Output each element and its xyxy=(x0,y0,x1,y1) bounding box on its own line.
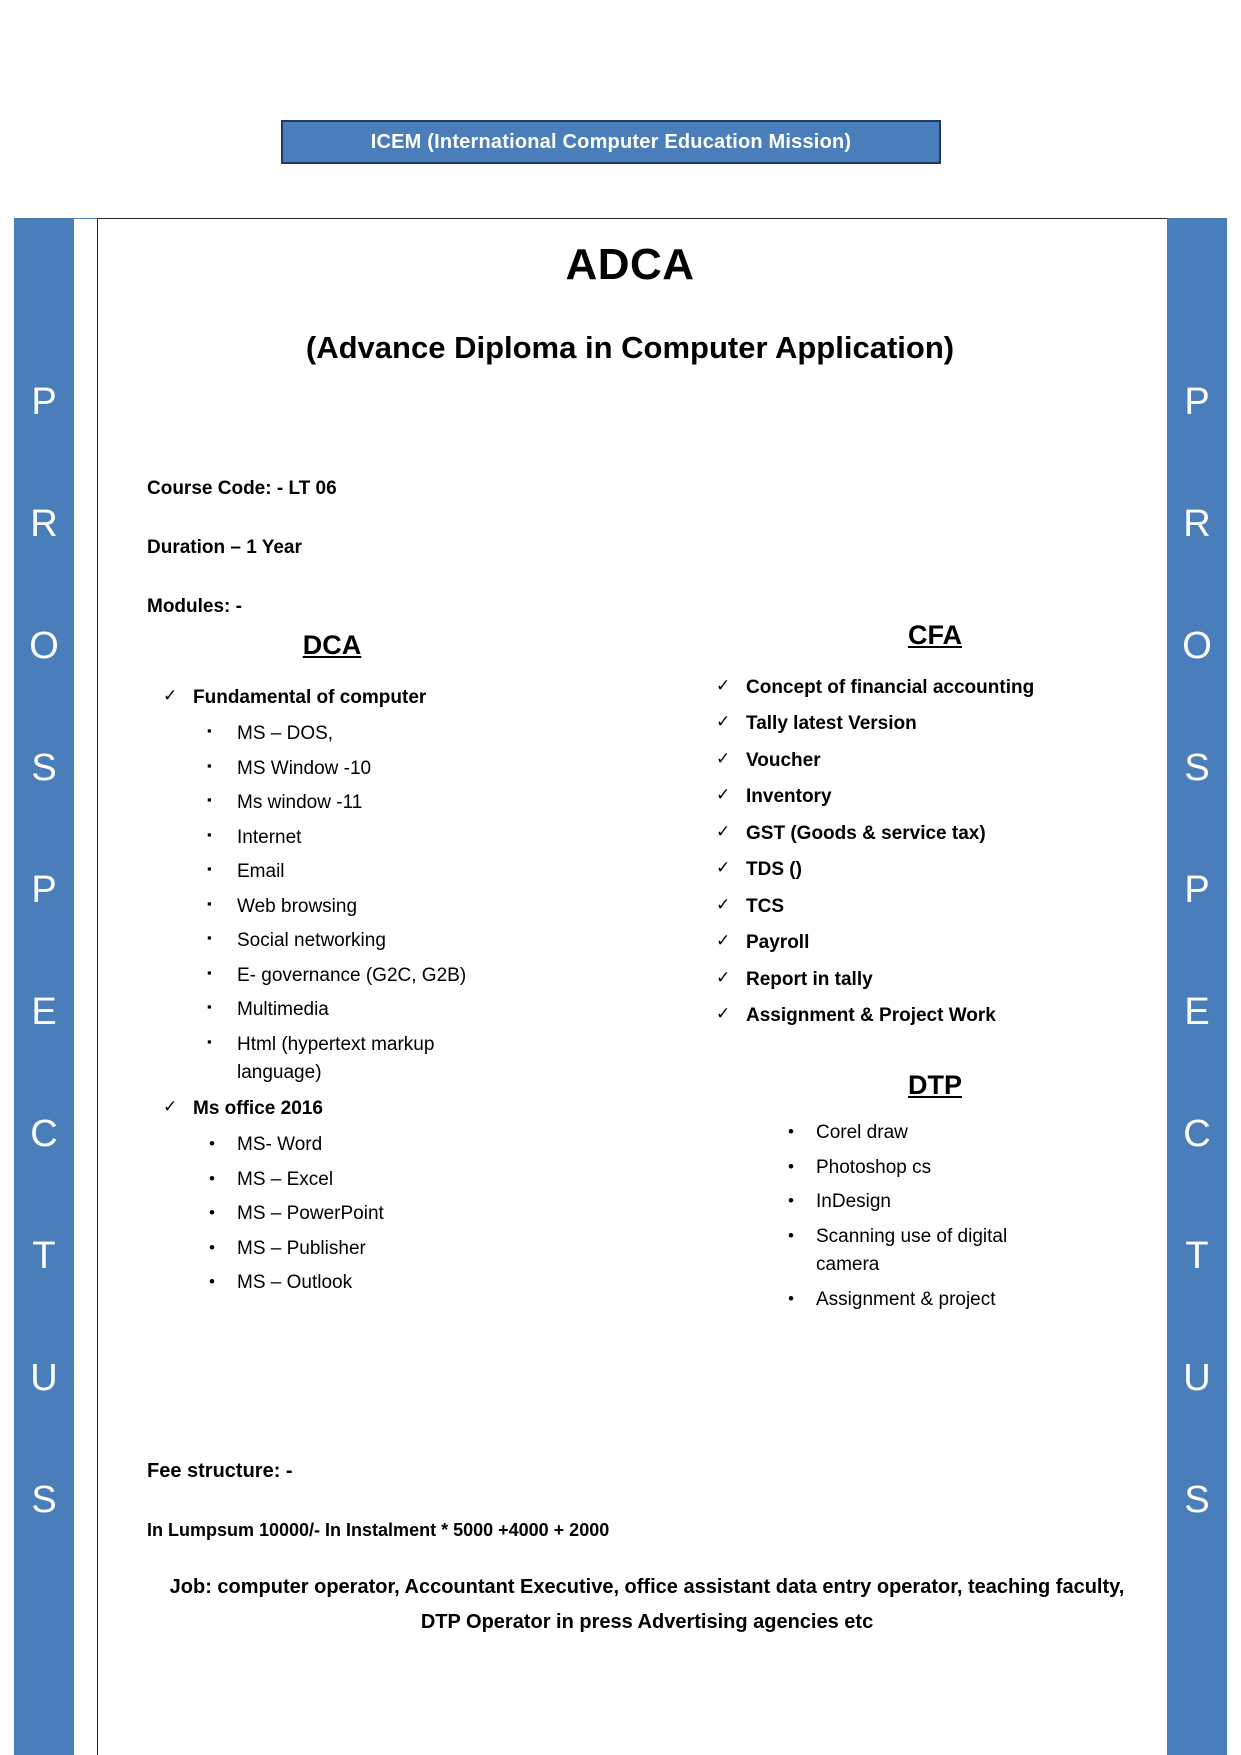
sidebar-left-letter: T xyxy=(32,1235,56,1277)
duration-line: Duration – 1 Year xyxy=(147,537,302,558)
list-item xyxy=(700,965,1160,994)
check-icon: ✓ xyxy=(716,821,731,841)
square-bullet-icon: ▪ xyxy=(207,757,212,773)
sidebar-right-letter: O xyxy=(1182,625,1212,667)
list-item-label: Scanning use of digital camera xyxy=(816,1225,1008,1276)
list-item-label: Assignment & project xyxy=(816,1288,996,1310)
modules-label: Modules: - xyxy=(147,596,242,617)
list-item-label: Concept of financial accounting xyxy=(746,677,1035,698)
list-item xyxy=(191,789,647,818)
list-item xyxy=(147,1094,647,1123)
list-item xyxy=(191,893,647,922)
list-item-label: Web browsing xyxy=(237,895,358,917)
list-item xyxy=(700,892,1160,921)
cfa-dtp-column xyxy=(700,620,1160,1320)
list-item-label: Inventory xyxy=(746,786,832,808)
sidebar-right-letter: P xyxy=(1184,869,1210,911)
check-icon: ✓ xyxy=(716,748,731,768)
list-item-label: Report in tally xyxy=(746,968,873,990)
list-item-label: Assignment & Project Work xyxy=(746,1004,996,1026)
list-item-label: GST (Goods & service tax) xyxy=(746,822,986,844)
list-item-label: MS Window -10 xyxy=(237,757,372,779)
list-item-label: MS – Outlook xyxy=(237,1272,353,1294)
sidebar-left-letter: S xyxy=(31,747,57,789)
list-item xyxy=(700,1001,1160,1030)
list-item xyxy=(191,858,647,887)
dot-bullet-icon: • xyxy=(209,1134,215,1154)
list-item xyxy=(770,1286,1160,1315)
list-item-label: Html (hypertext markup language) xyxy=(237,1033,435,1084)
list-item xyxy=(191,962,647,991)
dot-bullet-icon: • xyxy=(788,1191,794,1211)
list-item-label: Multimedia xyxy=(237,999,329,1021)
dot-bullet-icon: • xyxy=(788,1225,794,1245)
dca-sublist-fundamentals xyxy=(191,720,647,1088)
dot-bullet-icon: • xyxy=(788,1288,794,1308)
list-item xyxy=(700,928,1160,957)
list-item-label: Email xyxy=(237,861,285,883)
page-subtitle: (Advance Diploma in Computer Application) xyxy=(305,330,955,365)
list-item-label: Internet xyxy=(237,826,302,848)
sidebar-left-letter: O xyxy=(29,625,59,667)
square-bullet-icon: ▪ xyxy=(207,895,212,911)
list-item-label: Social networking xyxy=(237,930,386,952)
list-item xyxy=(700,782,1160,811)
dca-sublist-msoffice xyxy=(191,1131,647,1298)
sidebar-right-letter: S xyxy=(1184,747,1210,789)
list-item xyxy=(700,746,1160,775)
list-item xyxy=(700,673,1160,702)
cfa-heading: CFA xyxy=(908,620,962,650)
dot-bullet-icon: • xyxy=(788,1122,794,1142)
fee-structure-line: In Lumpsum 10000/- In Instalment * 5000 +4000 + 2000 xyxy=(147,1520,610,1540)
dtp-heading: DTP xyxy=(908,1070,962,1101)
sidebar-right-letter: C xyxy=(1183,1113,1211,1155)
sidebar-left-letter: P xyxy=(31,381,57,423)
sidebar-right-letter: S xyxy=(1184,1479,1210,1521)
list-item xyxy=(191,1200,647,1229)
dca-heading: DCA xyxy=(302,630,362,660)
dtp-list xyxy=(770,1119,1160,1314)
sidebar-right-letter: P xyxy=(1184,381,1210,423)
check-icon: ✓ xyxy=(716,894,731,914)
check-icon: ✓ xyxy=(716,858,731,878)
sidebar-left-letter: U xyxy=(30,1357,58,1399)
list-item-label: Fundamental of computer xyxy=(193,687,427,708)
list-item-label: MS – Publisher xyxy=(237,1237,366,1259)
list-item xyxy=(191,1166,647,1195)
sidebar-left-letter: S xyxy=(31,1479,57,1521)
dot-bullet-icon: • xyxy=(209,1272,215,1292)
square-bullet-icon: ▪ xyxy=(207,826,212,842)
dot-bullet-icon: • xyxy=(209,1168,215,1188)
list-item xyxy=(191,1031,497,1088)
square-bullet-icon: ▪ xyxy=(207,930,212,946)
sidebar-right-letter: E xyxy=(1184,991,1210,1033)
list-item xyxy=(147,683,647,712)
sidebar-right-prospectus xyxy=(1167,218,1227,1755)
list-item-label: Ms window -11 xyxy=(237,792,363,814)
list-item-label: TCS xyxy=(746,895,784,917)
job-opportunities-line: Job: computer operator, Accountant Executive, office assistant data entry operator, teaching faculty, DTP Operator in press Advertising agencies etc xyxy=(169,1576,1125,1633)
list-item-label: MS – PowerPoint xyxy=(237,1203,384,1225)
square-bullet-icon: ▪ xyxy=(207,999,212,1015)
list-item-label: MS – Excel xyxy=(237,1168,334,1190)
list-item xyxy=(770,1223,1066,1280)
dca-section xyxy=(147,630,647,1304)
list-item-label: Payroll xyxy=(746,932,810,954)
list-item xyxy=(191,1131,647,1160)
header-banner-title: ICEM (International Computer Education Mission) xyxy=(370,130,852,153)
list-item xyxy=(191,927,647,956)
list-item-label: Tally latest Version xyxy=(746,713,917,735)
sidebar-right-letter: U xyxy=(1183,1357,1211,1399)
dot-bullet-icon: • xyxy=(209,1203,215,1223)
dot-bullet-icon: • xyxy=(788,1156,794,1176)
cfa-list xyxy=(700,673,1160,1030)
check-icon: ✓ xyxy=(716,1003,731,1023)
fee-structure-title: Fee structure: - xyxy=(147,1460,293,1482)
sidebar-left-letter: C xyxy=(30,1113,58,1155)
list-item xyxy=(770,1188,1160,1217)
check-icon: ✓ xyxy=(716,676,731,695)
list-item-label: Photoshop cs xyxy=(816,1156,932,1178)
list-item-label: Voucher xyxy=(746,749,821,771)
list-item xyxy=(191,755,647,784)
sidebar-left-letter: P xyxy=(31,869,57,911)
list-item-label: E- governance (G2C, G2B) xyxy=(237,964,467,986)
list-item xyxy=(770,1154,1160,1183)
check-icon: ✓ xyxy=(716,785,731,805)
square-bullet-icon: ▪ xyxy=(207,964,212,980)
sidebar-left-prospectus xyxy=(14,218,74,1755)
check-icon: ✓ xyxy=(716,967,731,987)
list-item xyxy=(700,709,1160,738)
dot-bullet-icon: • xyxy=(209,1237,215,1257)
list-item-label: MS – DOS, xyxy=(237,723,334,745)
check-icon: ✓ xyxy=(716,712,731,732)
list-item xyxy=(700,855,1160,884)
sidebar-left-letter: R xyxy=(30,503,58,545)
list-item xyxy=(191,720,647,749)
square-bullet-icon: ▪ xyxy=(207,792,212,808)
list-item xyxy=(191,1235,647,1264)
page-title: ADCA xyxy=(565,240,695,289)
list-item xyxy=(700,819,1160,848)
list-item xyxy=(191,1269,647,1298)
list-item xyxy=(770,1119,1160,1148)
check-icon: ✓ xyxy=(716,931,731,951)
dca-list xyxy=(147,683,647,1298)
list-item xyxy=(191,824,647,853)
list-item-label: MS- Word xyxy=(237,1134,323,1156)
course-code-line: Course Code: - LT 06 xyxy=(147,478,337,499)
square-bullet-icon: ▪ xyxy=(207,1033,212,1049)
sidebar-right-letter: R xyxy=(1183,503,1211,545)
sidebar-right-letter: T xyxy=(1185,1235,1209,1277)
list-item-label: TDS () xyxy=(746,859,802,881)
square-bullet-icon: ▪ xyxy=(207,861,212,877)
square-bullet-icon: ▪ xyxy=(207,723,212,739)
check-icon: ✓ xyxy=(163,1096,178,1116)
sidebar-left-letter: E xyxy=(31,991,57,1033)
check-icon: ✓ xyxy=(163,686,178,705)
list-item-label: InDesign xyxy=(816,1191,891,1213)
header-banner xyxy=(281,120,941,164)
list-item-label: Corel draw xyxy=(816,1122,908,1144)
list-item xyxy=(191,996,647,1025)
list-item-label: Ms office 2016 xyxy=(193,1097,323,1119)
